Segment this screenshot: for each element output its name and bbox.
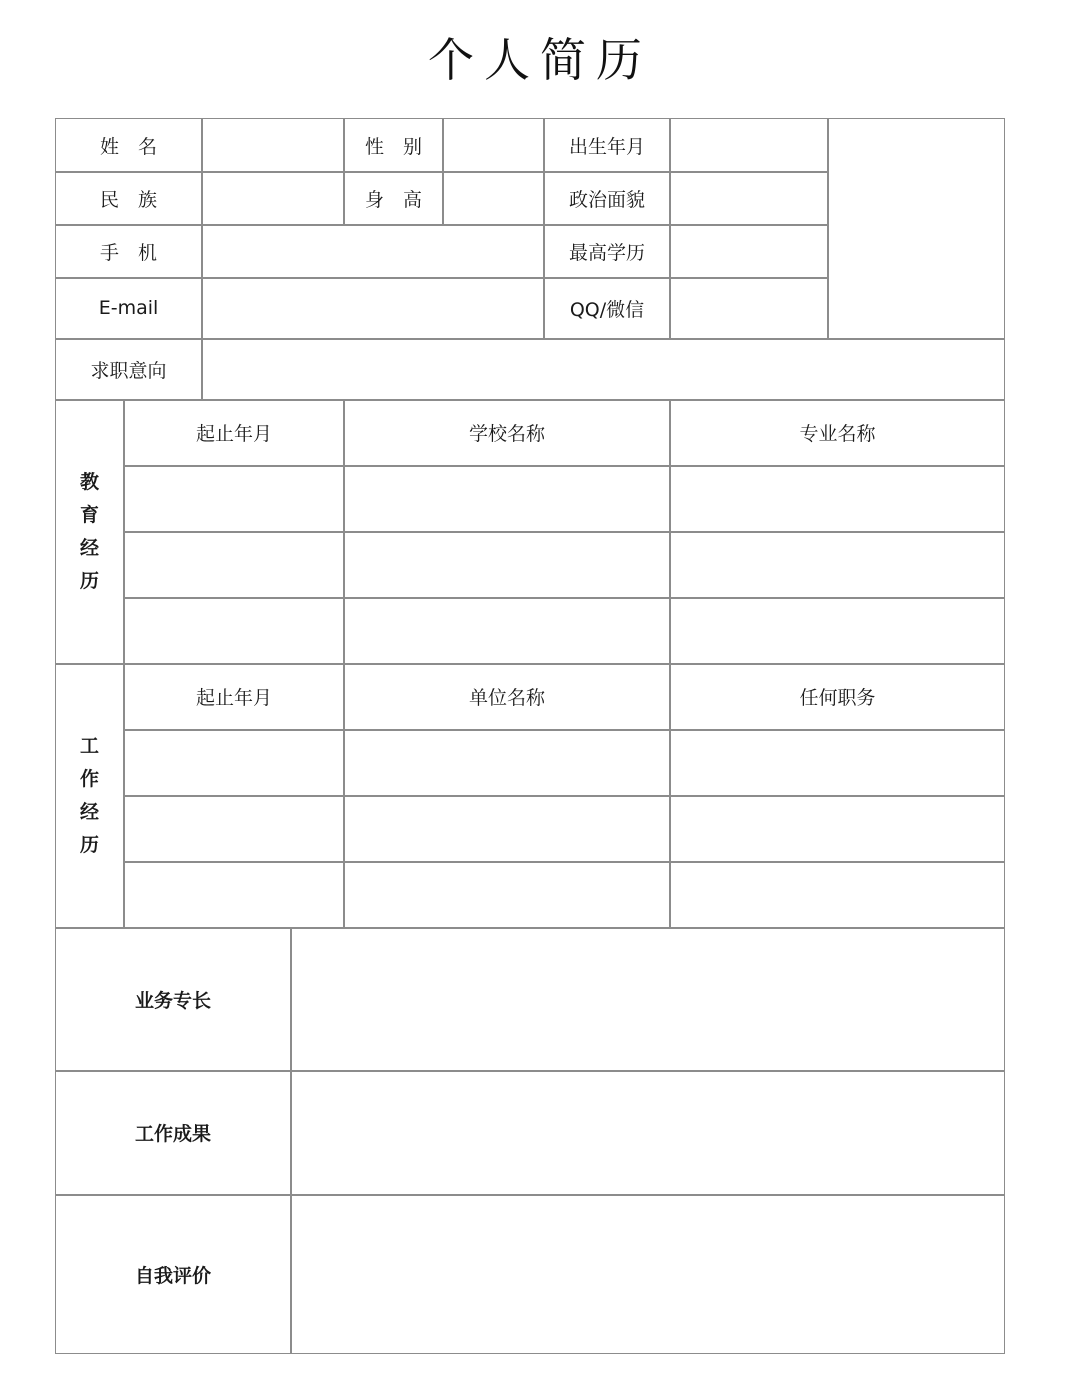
name-field[interactable] bbox=[203, 119, 343, 171]
birth-field[interactable] bbox=[671, 119, 827, 171]
qq-label: QQ/微信 bbox=[569, 298, 645, 321]
skills-label: 业务专长 bbox=[134, 989, 211, 1012]
ethnicity-label: 民 族 bbox=[99, 188, 157, 211]
education-label: 最高学历 bbox=[568, 241, 645, 264]
work-row-2[interactable] bbox=[125, 797, 1004, 861]
work-row-1[interactable] bbox=[125, 731, 1004, 795]
ethnicity-field[interactable] bbox=[203, 172, 343, 224]
phone-field[interactable] bbox=[203, 225, 543, 277]
height-field[interactable] bbox=[444, 172, 543, 224]
work-section-label: 工 作 经 历 bbox=[79, 734, 99, 856]
achievements-label: 工作成果 bbox=[134, 1123, 211, 1145]
qq-field[interactable] bbox=[671, 278, 827, 338]
achievements-field[interactable] bbox=[292, 1071, 1004, 1194]
photo-area[interactable] bbox=[829, 119, 1004, 338]
education-section-label: 教 育 经 历 bbox=[79, 470, 99, 592]
edu-row-2[interactable] bbox=[125, 533, 1004, 597]
birth-label: 出生年月 bbox=[568, 135, 645, 158]
education-field[interactable] bbox=[671, 225, 827, 277]
work-row-3[interactable] bbox=[125, 863, 1004, 927]
skills-field[interactable] bbox=[292, 928, 1004, 1070]
email-field[interactable] bbox=[203, 278, 543, 338]
edu-row-3[interactable] bbox=[125, 599, 1004, 663]
politics-field[interactable] bbox=[671, 172, 827, 224]
gender-field[interactable] bbox=[444, 119, 543, 171]
edu-header-period: 起止年月 bbox=[195, 423, 272, 445]
page-title: 个人简历 bbox=[428, 33, 652, 87]
work-header-period: 起止年月 bbox=[195, 687, 272, 709]
job-intent-label: 求职意向 bbox=[90, 359, 167, 382]
self-eval-field[interactable] bbox=[292, 1195, 1004, 1353]
edu-header-school: 学校名称 bbox=[468, 423, 545, 445]
edu-row-1[interactable] bbox=[125, 467, 1004, 531]
height-label: 身 高 bbox=[364, 188, 422, 211]
edu-header-major: 专业名称 bbox=[799, 423, 876, 445]
gender-label: 性 别 bbox=[364, 135, 422, 158]
phone-label: 手 机 bbox=[99, 241, 157, 264]
politics-label: 政治面貌 bbox=[568, 188, 645, 211]
work-header-position: 任何职务 bbox=[799, 687, 876, 709]
name-label: 姓 名 bbox=[99, 135, 157, 158]
work-header-company: 单位名称 bbox=[468, 687, 545, 709]
email-label: E-mail bbox=[98, 297, 159, 319]
self-eval-label: 自我评价 bbox=[134, 1264, 211, 1287]
job-intent-field[interactable] bbox=[203, 339, 1004, 399]
